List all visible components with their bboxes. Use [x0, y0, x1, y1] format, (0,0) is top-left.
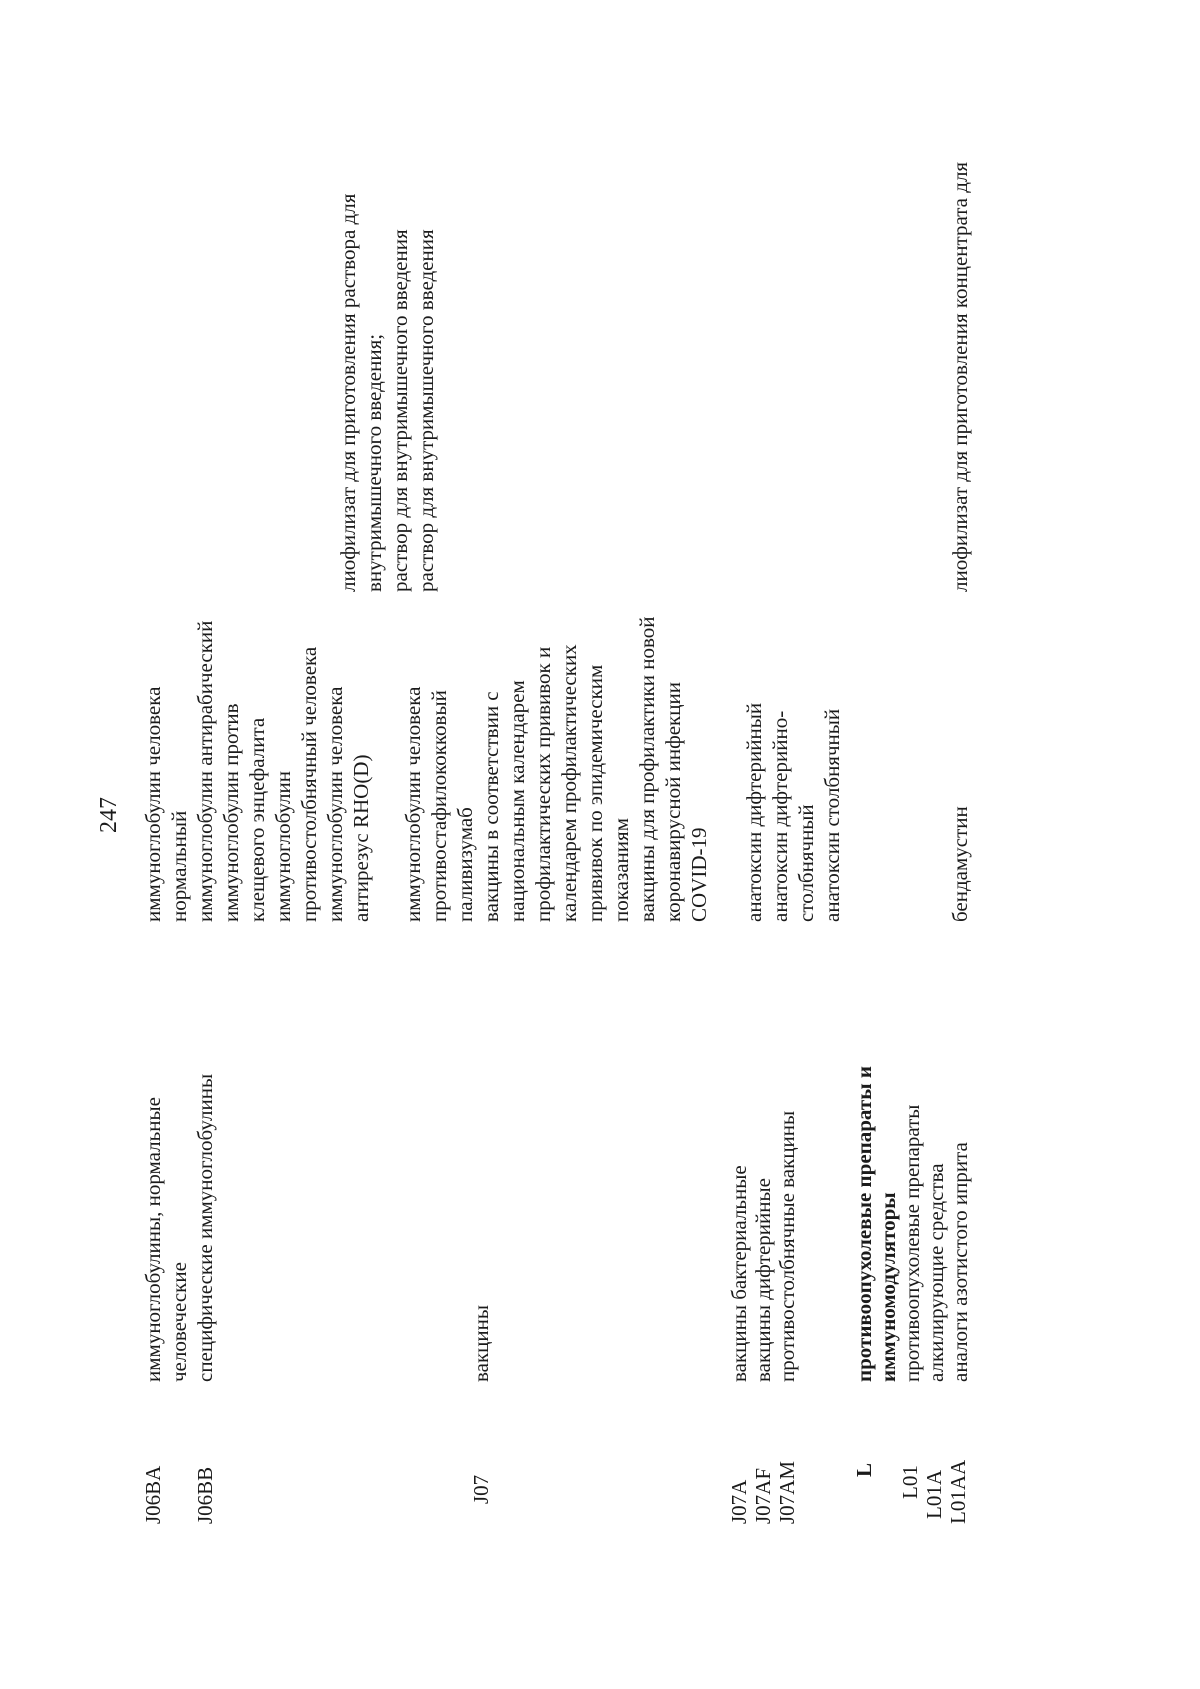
atc-code: J07AM: [775, 1460, 799, 1524]
substance-line: иммуноглобулин человека: [401, 686, 425, 922]
substance-line: COVID-19: [687, 827, 711, 922]
substance-line: нормальный: [167, 810, 191, 922]
substance-line: бендамустин: [948, 806, 972, 922]
dosage-form: раствор для внутримышечного введения: [388, 229, 412, 592]
group-name: человеческие: [167, 1262, 191, 1382]
atc-code: L01: [898, 1465, 922, 1499]
group-name: алкилирующие средства: [924, 1163, 948, 1382]
substance-line: показаниям: [609, 818, 633, 922]
substance-line: иммуноглобулин человека: [323, 686, 347, 922]
atc-code: J07A: [727, 1479, 751, 1524]
substance-line: столбнячный: [794, 804, 818, 922]
substance-line: клещевого энцефалита: [245, 717, 269, 922]
substance-line: иммуноглобулин антирабический: [193, 620, 217, 922]
group-name: вакцины бактериальные: [727, 1165, 751, 1382]
substance-line: антирезус RHO(D): [349, 754, 373, 922]
group-name: вакцины дифтерийные: [751, 1178, 775, 1382]
substance-line: иммуноглобулин: [271, 771, 295, 922]
group-name: вакцины: [469, 1305, 493, 1382]
substance-line: анатоксин столбнячный: [820, 708, 844, 922]
atc-code: L01AA: [946, 1459, 970, 1524]
dosage-form: внутримышечного введения;: [362, 333, 386, 592]
dosage-form: лиофилизат для приготовления концентрата для: [948, 161, 972, 592]
group-name: противоопухолевые препараты: [900, 1104, 924, 1382]
substance-line: паливизумаб: [453, 807, 477, 922]
dosage-form: раствор для внутримышечного введения: [414, 229, 438, 592]
atc-code: J07AF: [751, 1467, 775, 1524]
substance-line: календарем профилактических: [557, 644, 581, 922]
atc-code: L01A: [922, 1470, 946, 1519]
atc-code: J07: [469, 1474, 493, 1504]
group-name: специфические иммуноглобулины: [193, 1073, 217, 1382]
substance-line: профилактических прививок и: [531, 646, 555, 922]
substance-line: национальным календарем: [505, 680, 529, 922]
substance-line: вакцины в соответствии с: [479, 691, 503, 922]
substance-line: анатоксин дифтерийный: [742, 702, 766, 922]
group-name: аналоги азотистого иприта: [948, 1142, 972, 1382]
atc-code: L: [852, 1462, 876, 1477]
substance-line: противостафилококковый: [427, 690, 451, 922]
substance-line: коронавирусной инфекции: [661, 682, 685, 922]
substance-line: противостолбнячный человека: [297, 646, 321, 922]
group-name: противостолбнячные вакцины: [775, 1110, 799, 1382]
substance-line: иммуноглобулин человека: [141, 686, 165, 922]
atc-code: J06BB: [193, 1466, 217, 1524]
substance-line: анатоксин дифтерийно-: [768, 710, 792, 922]
group-name: иммуноглобулины, нормальные: [141, 1097, 165, 1382]
substance-line: вакцины для профилактики новой: [635, 616, 659, 922]
substance-line: прививок по эпидемическим: [583, 664, 607, 922]
page-number: 247: [96, 797, 122, 833]
group-name: противоопухолевые препараты и: [852, 1066, 876, 1382]
atc-code: J06BA: [141, 1465, 165, 1524]
substance-line: иммуноглобулин против: [219, 703, 243, 922]
dosage-form: лиофилизат для приготовления раствора для: [336, 193, 360, 592]
group-name: иммуномодуляторы: [876, 1192, 900, 1382]
